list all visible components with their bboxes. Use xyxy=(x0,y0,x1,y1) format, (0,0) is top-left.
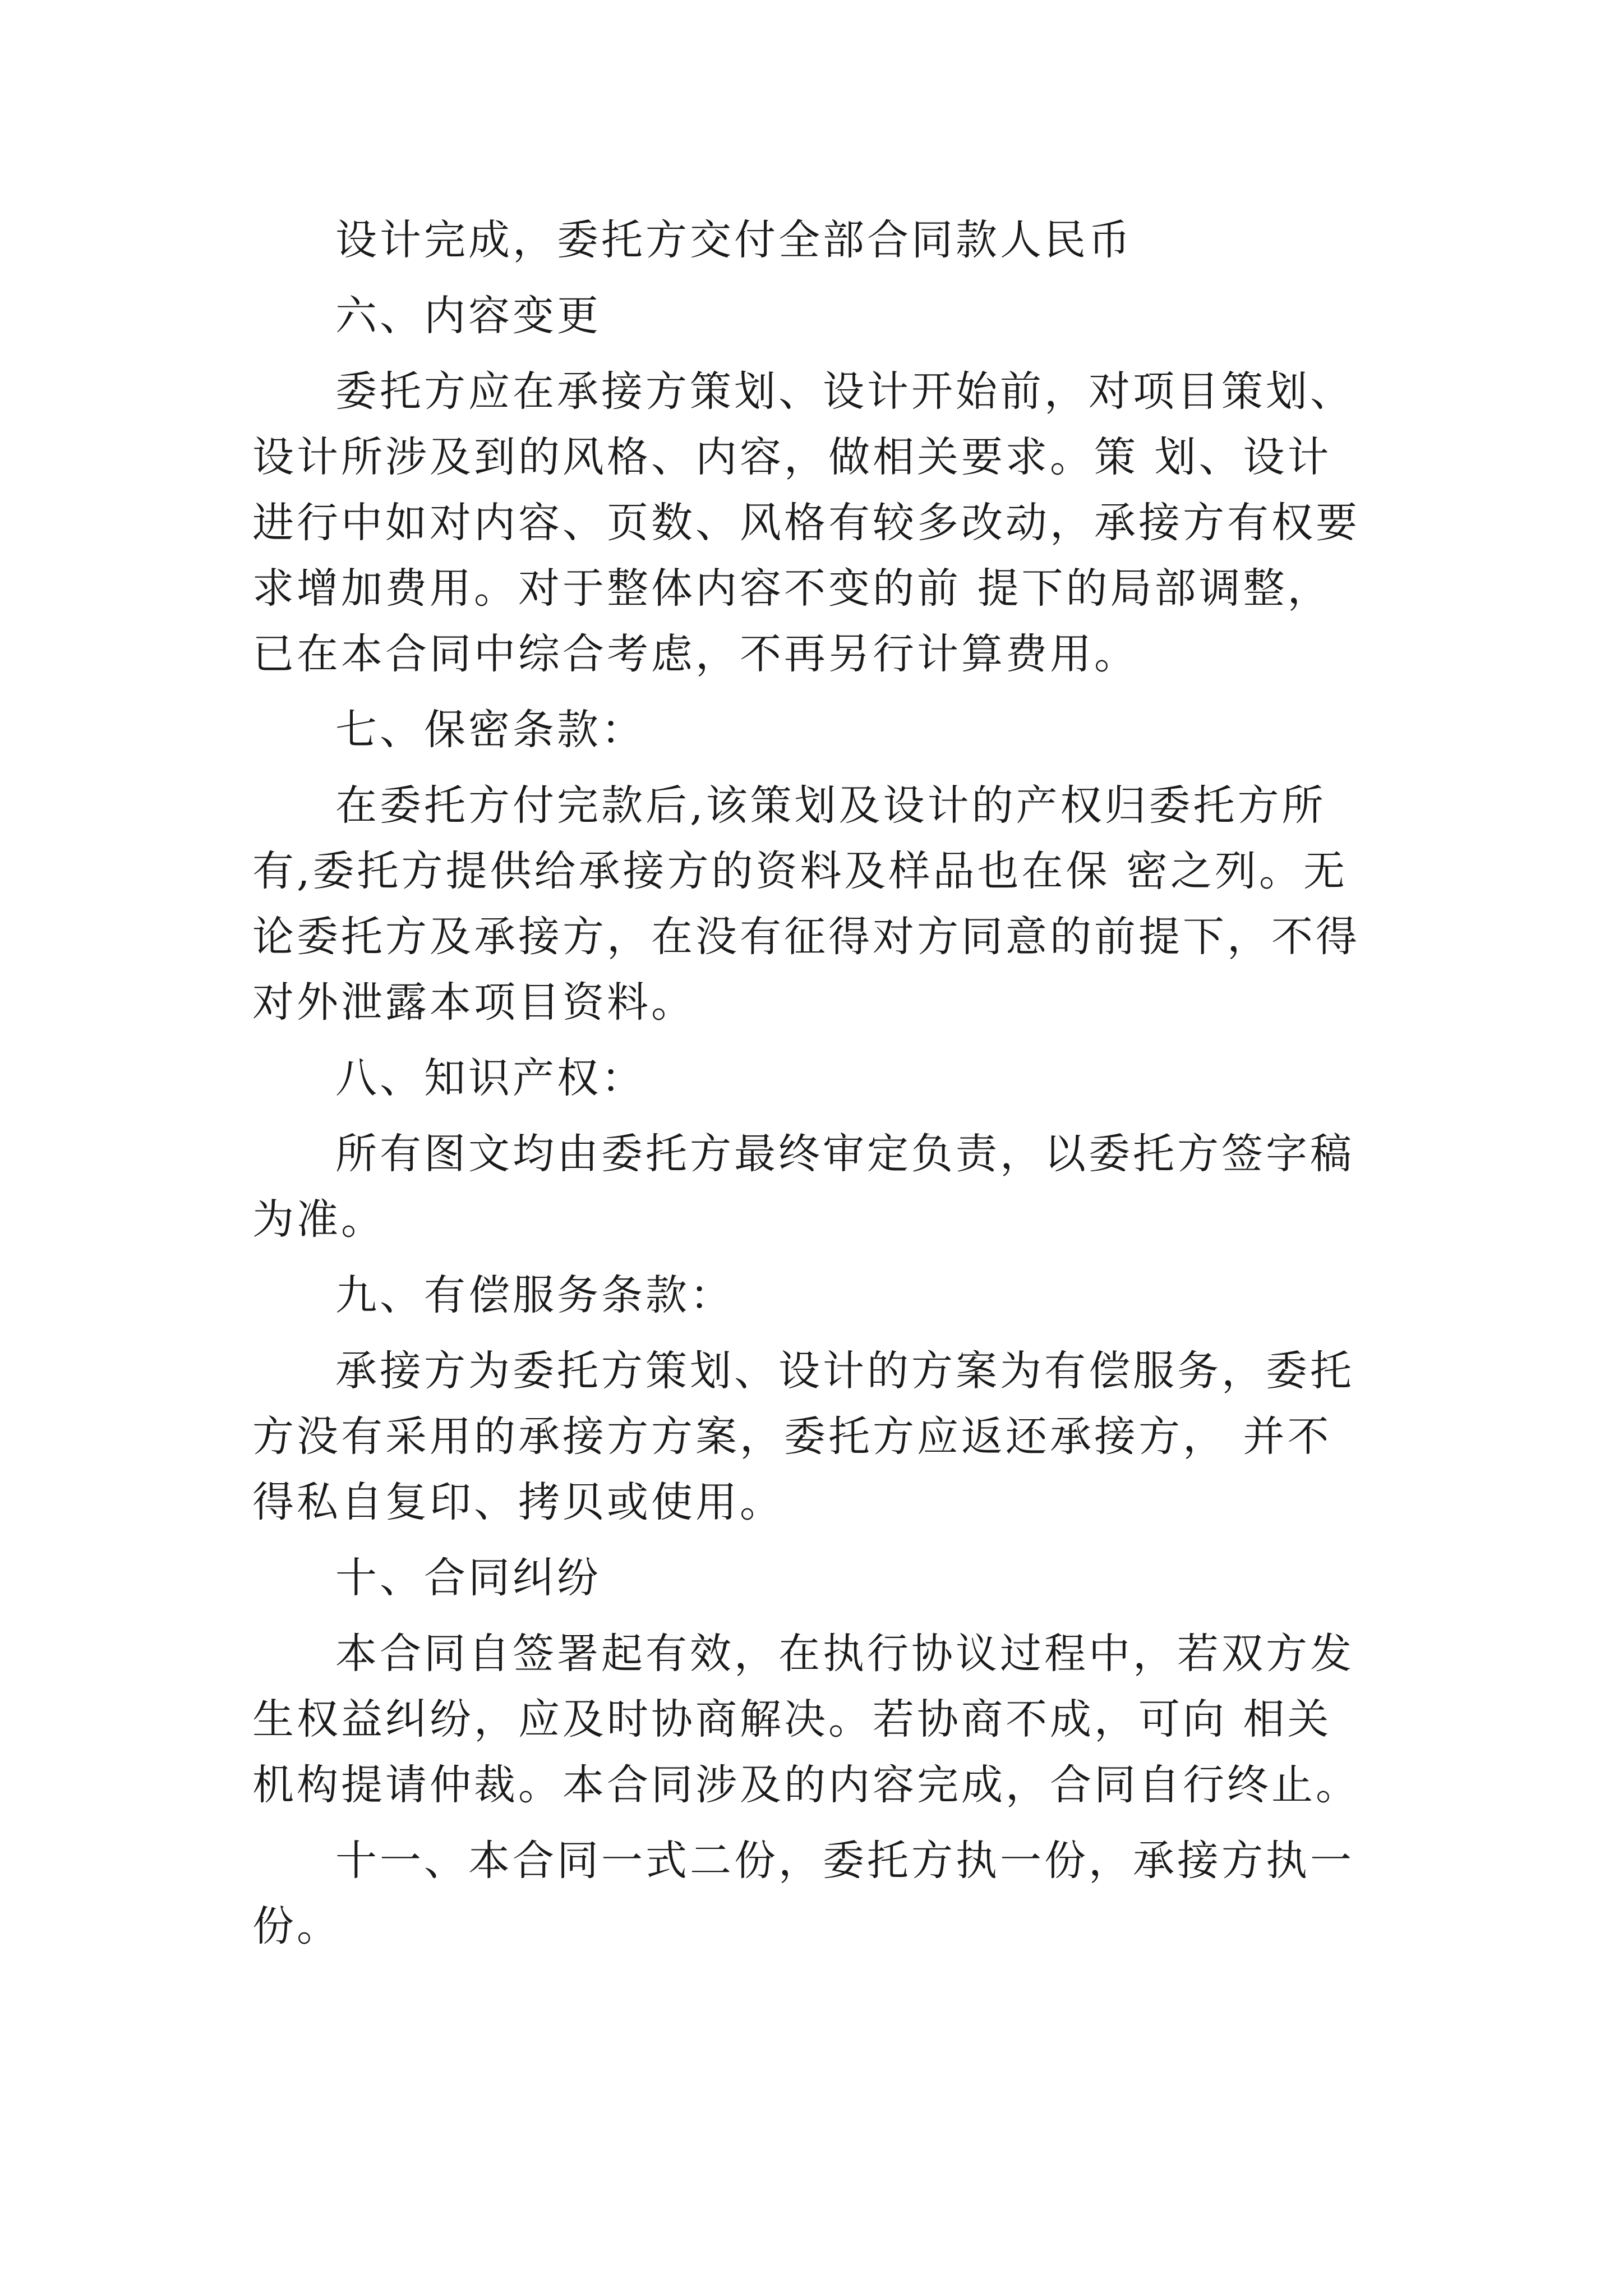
paragraph-intellectual-property: 所有图文均由委托方最终审定负责，以委托方签字稿为准。 xyxy=(252,1130,1354,1244)
paragraph-contract-dispute: 本合同自签署起有效，在执行协议过程中，若双方发生权益纠纷，应及时协商解决。若协商不成，可向 相关机构提请仲裁。本合同涉及的内容完成，合同自行终止。 xyxy=(252,1630,1360,1809)
heading-paid-service: 九、有偿服务条款： xyxy=(335,1271,734,1319)
paragraph-payment-completion: 设计完成，委托方交付全部合同款人民币 xyxy=(335,216,1133,264)
paragraph-content-change: 委托方应在承接方策划、设计开始前，对项目策划、设计所涉及到的风格、内容，做相关要求。策 划、设计进行中如对内容、页数、风格有较多改动，承接方有权要求增加费用。对于整体内容不变的前 提下的局部调整，已在本合同中综合考虑，不再另行计算费用。 xyxy=(252,367,1360,678)
paragraph-confidentiality: 在委托方付完款后,该策划及设计的产权归委托方所有,委托方提供给承接方的资料及样品也在保 密之列。无论委托方及承接方，在没有征得对方同意的前提下，不得对外泄露本项目资料。 xyxy=(252,781,1360,1027)
heading-intellectual-property: 八、知识产权： xyxy=(335,1054,645,1102)
paragraph-copies: 十一、本合同一式二份，委托方执一份，承接方执一份。 xyxy=(252,1837,1354,1950)
heading-content-change: 六、内容变更 xyxy=(335,292,601,340)
heading-confidentiality: 七、保密条款： xyxy=(335,706,645,754)
contract-body xyxy=(252,208,1371,1959)
heading-contract-dispute: 十、合同纠纷 xyxy=(335,1554,601,1602)
paragraph-paid-service: 承接方为委托方策划、设计的方案为有偿服务，委托方没有采用的承接方方案，委托方应返还承接方， 并不得私自复印、拷贝或使用。 xyxy=(252,1347,1354,1526)
